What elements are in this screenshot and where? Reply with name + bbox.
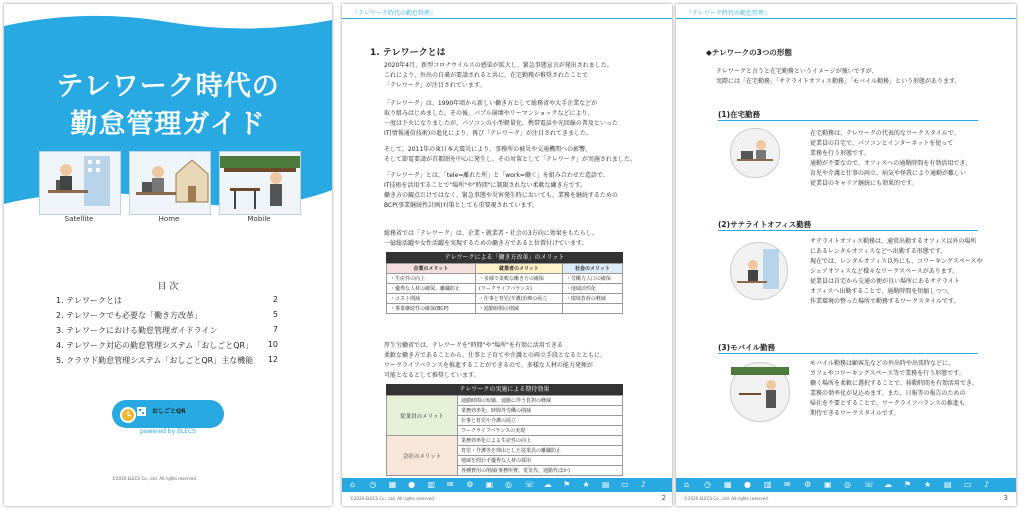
table-cell: 地域を問わず優秀な人材の採用	[458, 456, 623, 466]
body-text: 一億総活躍や女性活躍を実現するための働き方であると位置付けています。	[384, 240, 588, 247]
toc-item-label: 4. テレワーク対応の勤怠管理システム「おしごとQR」	[56, 341, 254, 350]
powered-by: powered by ELECS	[139, 428, 196, 435]
satellite-photo	[39, 151, 121, 215]
table-row	[387, 294, 623, 304]
toc-item-page: 10	[267, 340, 278, 349]
gear-icon: ⚙	[466, 480, 474, 489]
file-icon: ▤	[944, 480, 952, 489]
cover-page	[4, 4, 332, 506]
subsection-title: (2)サテライトオフィス勤務	[718, 220, 812, 229]
clock-icon: ◷	[704, 480, 711, 489]
table-cell: (ワークライフバランス)	[475, 284, 562, 294]
table-cell: ・多様で柔軟な働き方の確保	[475, 274, 562, 284]
body-text: 業務の効率化が見込めます。また、日報等の報告のための	[810, 390, 966, 397]
toc-item[interactable]	[56, 355, 278, 366]
bell-icon: ♪	[984, 480, 990, 489]
toc-item[interactable]	[56, 325, 278, 336]
table-cell	[562, 304, 622, 314]
oshigoto-qr-logo	[112, 400, 224, 428]
home-icon: ⌂	[684, 480, 690, 489]
page-header-title: 『テレワーク時代の勤怠管理』	[686, 10, 770, 17]
cloud-icon: ☁	[543, 480, 552, 489]
body-text: にあるレンタルオフィスなどへ出勤する形態です。	[810, 248, 947, 255]
group-label: 従業員のメリット	[387, 396, 458, 436]
table-cell: ・生産性の向上	[387, 274, 476, 284]
body-text: そして、2011年の東日本大震災により、事務所の被災や交通機関への影響、	[384, 146, 592, 153]
mobile-work-illustration	[730, 362, 790, 422]
lock-icon: ▣	[485, 480, 494, 489]
header-rule	[676, 18, 1016, 19]
body-text: 一度は下火になりましたが、パソコンの小型軽量化、携帯電話や光回線の普及といった	[384, 120, 618, 127]
table-cell: ・通勤時間の削減	[475, 304, 562, 314]
table-cell: ・環境負荷の軽減	[562, 294, 622, 304]
table-header: 就業者のメリット	[475, 264, 562, 274]
home-work-illustration	[730, 128, 780, 178]
body-text: 「テレワーク」が注目されています。	[384, 82, 486, 89]
table-row	[387, 274, 623, 284]
table-cell: 仕事と育児や介護の両立	[458, 416, 623, 426]
calendar-icon: ▦	[724, 480, 732, 489]
table-cell: ・コスト削減	[387, 294, 476, 304]
subsection-title: (3)モバイル勤務	[718, 343, 776, 352]
chart-icon: ▥	[764, 480, 772, 489]
body-text: ワークライフバランスを推進することができるので、多様な人材の能力発揮が	[384, 362, 593, 369]
body-text: 帰社を不要とすることで、ワークライフバランスの推進も	[810, 400, 965, 407]
toc-item-label: 3. テレワークにおける勤怠管理ガイドライン	[56, 326, 218, 335]
user-icon: ●	[744, 480, 751, 489]
body-text: 取り組みはじめました。その後、バブル崩壊やリーマンショックなどにより、	[384, 110, 594, 117]
table-row	[387, 284, 623, 294]
body-text: オフィスへ出勤することで、通勤時間を短縮しつつ、	[810, 288, 953, 295]
search-icon: ◎	[505, 480, 512, 489]
toc-item-label: 1. テレワークとは	[56, 296, 123, 305]
effect-table	[386, 395, 623, 476]
table-cell: ・地域活性化	[562, 284, 622, 294]
satellite-office-illustration	[730, 242, 788, 300]
body-text: 作業環境の整った場所で勤務するワークスタイルです。	[810, 298, 960, 305]
user-icon: ●	[408, 480, 416, 489]
merit-table	[386, 263, 623, 314]
header-rule	[342, 18, 672, 19]
lock-icon: ▣	[824, 480, 832, 489]
table-cell: 育児・介護等を理由とした従業員の離職防止	[458, 446, 623, 456]
print-icon: ▭	[621, 480, 629, 489]
table-cell: ・事業継続性の確保(BCP)	[387, 304, 476, 314]
body-text: 厚生労働省では、テレワークを"時間"や"場所"を有効に活用できる	[384, 342, 563, 349]
table-cell: 業務効率化による生産性の向上	[458, 436, 623, 446]
body-text: 従業員のキャリア継続にも効果的です。	[810, 180, 918, 187]
mail-icon: ✉	[784, 480, 791, 489]
toc-item[interactable]	[56, 340, 278, 351]
table-header: 企業のメリット	[387, 264, 476, 274]
table-row	[387, 396, 623, 406]
clock-icon	[118, 403, 148, 425]
merit-table-title: テレワークによる「働き方改革」のメリット	[386, 252, 623, 263]
calendar-icon: ▦	[388, 480, 397, 489]
bell-icon: ♪	[640, 480, 646, 489]
mail-icon: ✉	[446, 480, 454, 489]
star-icon: ★	[924, 480, 932, 489]
toc-item-page: 2	[272, 295, 278, 304]
body-text: 従業員は自宅から交通の便が良い場所にあるサテライト	[810, 278, 960, 285]
chart-icon: ▥	[427, 480, 436, 489]
mobile-photo	[219, 151, 301, 215]
table-cell: 各種費用の削減(事務所費、電気代、通勤代ほか)	[458, 466, 623, 476]
body-text: 従業員の自宅で、パソコンとインターネットを使って	[810, 140, 954, 147]
toc-item-label: 2. テレワークでも必要な「働き方改革」	[56, 311, 203, 320]
group-label: 会社のメリット	[387, 436, 458, 476]
home-photo	[129, 151, 211, 215]
flag-icon: ⚑	[563, 480, 571, 489]
print-icon: ▭	[964, 480, 972, 489]
page-header	[342, 4, 672, 24]
photo-caption-satellite: Satellite	[64, 215, 94, 223]
table-cell: ワークライフバランスの実現	[458, 426, 623, 436]
table-header: 社会のメリット	[562, 264, 622, 274]
table-cell: ・労働力人口の確保	[562, 274, 622, 284]
body-text: シェアオフィスなど様々なワークスペースがあります。	[810, 268, 959, 275]
body-text: カフェやコワーキングスペース等で業務を行う形態です。	[810, 370, 965, 377]
table-cell: 業務効率化、時間外労働の削減	[458, 406, 623, 416]
cover-title-line2: 勤怠管理ガイド	[70, 109, 266, 140]
subsection-title: (1)在宅勤務	[718, 110, 761, 119]
page-number: 3	[1003, 494, 1008, 502]
subsection-rule	[718, 353, 978, 354]
body-text: 期待できるワークスタイルです。	[810, 410, 900, 417]
subsection-rule	[718, 120, 978, 121]
cover-copyright: ©2020 ELECS Co., Ltd. All rights reserved.	[112, 476, 198, 481]
page-2	[342, 4, 672, 506]
cloud-icon: ☁	[884, 480, 892, 489]
subsection-rule	[718, 230, 978, 231]
page-number: 2	[661, 494, 666, 502]
body-text: 業務を行う形態です。	[810, 150, 870, 157]
table-row	[387, 304, 623, 314]
photo-caption-home: Home	[158, 215, 180, 223]
table-row	[387, 436, 623, 446]
body-text: 現在では、レンタルオフィス以外にも、コワーキングスペースや	[810, 258, 983, 265]
body-text: 育児や介護と仕事の両立、病気や怪我により通勤が難しい	[810, 170, 967, 177]
body-text: BCP(事業継続性計画)対策としても重要視されています。	[384, 202, 539, 209]
flag-icon: ⚑	[904, 480, 912, 489]
phone-icon: ☏	[864, 480, 875, 489]
effect-table-title: テレワークの実施による期待効果	[386, 384, 623, 395]
body-text: 実際には「在宅勤務」「サテライトオフィス勤務」「モバイル勤務」という形態があります。	[716, 78, 961, 85]
star-icon: ★	[582, 480, 590, 489]
section-heading: ◆テレワークの3つの形態	[706, 48, 792, 57]
page-copyright: ©2020 ELECS Co., Ltd. All rights reserved.	[684, 496, 770, 501]
body-text: モバイル勤務は顧客先などの外出時や出張時などに、	[810, 360, 955, 367]
phone-icon: ☏	[524, 480, 535, 489]
logo-text: おしごとQR	[152, 408, 186, 415]
clock-icon: ◷	[369, 480, 377, 489]
table-cell: ・仕事と育児/介護/治療の両立	[475, 294, 562, 304]
page-copyright: ©2020 ELECS Co., Ltd. All rights reserved.	[350, 496, 436, 501]
body-text: 総務省では「テレワーク」は、企業・就業者・社会の3方向に効果をもたらし、	[384, 230, 598, 237]
footer-icon-bar	[342, 478, 672, 492]
toc-item-page: 12	[267, 355, 278, 364]
body-text: サテライトオフィス勤務は、通常出勤するオフィス以外の場所	[810, 238, 977, 245]
file-icon: ▤	[601, 480, 610, 489]
table-cell: 通勤時間の短縮、通勤に伴う負担の軽減	[458, 396, 623, 406]
toc-item-page: 5	[272, 310, 278, 319]
body-text: 「テレワーク」とは、「tele=離れた所」と「work=働く」を組み合わせた造語で、	[384, 172, 609, 179]
page-3	[676, 4, 1016, 506]
body-text: 2020年4月、新型コロナウイルスの感染が拡大し、緊急事態宣言が発出されました。	[384, 62, 613, 69]
body-text: これにより、外出の自粛が要請されると共に、在宅勤務が推奨されたことで	[384, 72, 589, 79]
body-text: 柔軟な働き方であることから、仕事と子育てや介護との両立手段となるとともに、	[384, 352, 607, 359]
body-text: IT(情報通信技術)の進化により、再び「テレワーク」が注目されてきました。	[384, 130, 592, 137]
body-text: 「テレワーク」は、1990年頃から新しい働き方として総務省や大手企業などが	[384, 100, 598, 107]
toc-item[interactable]	[56, 310, 278, 321]
body-text: 在宅勤務は、テレワークの代表的なワークスタイルで、	[810, 130, 960, 137]
body-text: 可能となるとして推奨しています。	[384, 372, 480, 379]
photo-caption-mobile: Mobile	[247, 215, 271, 223]
body-text: テレワークと言うと在宅勤務というイメージが強いですが、	[716, 68, 878, 75]
cover-title-line1: テレワーク時代の	[56, 71, 280, 102]
body-text: IT技術を活用することで"場所"や"時間"に制限されない柔軟な働き方です。	[384, 182, 586, 189]
toc-item[interactable]	[56, 295, 278, 306]
body-text: そして節電要請が首都圏を中心に発生し、その対策として「テレワーク」が実施されました。	[384, 156, 636, 163]
body-text: 働き方の観点だけではなく、緊急事態や災害発生時においても、業務を継続するための	[384, 192, 618, 199]
page-header	[676, 4, 1016, 24]
body-text: 働く場所を柔軟に選択することで、移動時間を有効活用でき、	[810, 380, 978, 387]
footer-icon-bar	[676, 478, 1016, 492]
home-icon: ⌂	[350, 480, 356, 489]
toc-title: 目 次	[157, 282, 179, 292]
body-text: 通勤が不要なので、オフィスへの通勤時間を有効活用でき、	[810, 160, 971, 167]
table-cell: ・優秀な人材の確保、離職防止	[387, 284, 476, 294]
toc-item-page: 7	[272, 325, 278, 334]
gear-icon: ⚙	[804, 480, 812, 489]
section-heading: 1. テレワークとは	[370, 48, 446, 58]
toc-item-label: 5. クラウド勤怠管理システム「おしごとQR」主な機能	[56, 356, 254, 365]
page-header-title: 『テレワーク時代の勤怠管理』	[352, 10, 436, 17]
search-icon: ◎	[844, 480, 851, 489]
